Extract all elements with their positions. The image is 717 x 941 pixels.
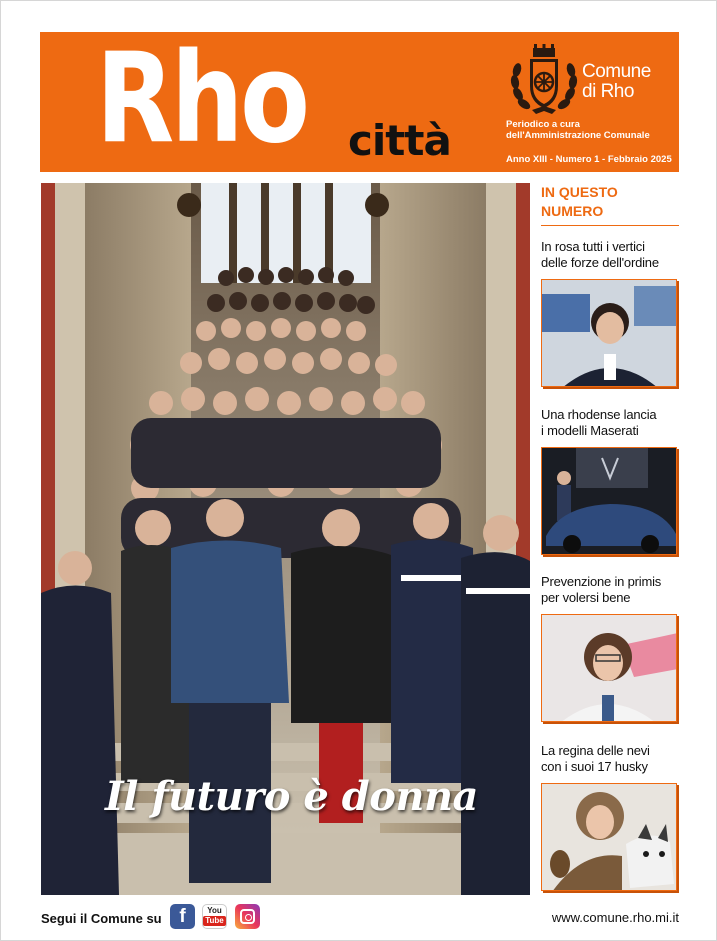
facebook-glyph: f xyxy=(179,905,186,927)
youtube-icon[interactable] xyxy=(202,904,227,929)
cover-caption: Il futuro è donna xyxy=(105,773,478,820)
story-title-line2: i modelli Maserati xyxy=(541,423,639,438)
story-thumbnail-image xyxy=(542,448,677,555)
story-item-2[interactable] xyxy=(541,407,681,555)
comune-name-line1: Comune xyxy=(582,61,651,82)
story-thumbnail-image xyxy=(542,280,677,387)
story-title-line2: delle forze dell'ordine xyxy=(541,255,659,270)
story-thumbnail-image xyxy=(542,615,677,722)
story-thumbnail[interactable] xyxy=(541,279,677,387)
facebook-icon[interactable] xyxy=(170,904,195,929)
story-thumbnail[interactable] xyxy=(541,447,677,555)
sidebar-heading xyxy=(541,183,681,221)
story-thumbnail-image xyxy=(542,784,677,891)
story-title xyxy=(541,407,681,439)
sidebar-heading-line1: IN QUESTO xyxy=(541,184,618,200)
story-thumbnail[interactable] xyxy=(541,783,677,891)
instagram-icon[interactable] xyxy=(235,904,260,929)
story-title-line1: Prevenzione in primis xyxy=(541,574,662,589)
comune-name-line2: di Rho xyxy=(582,81,634,102)
crest-icon xyxy=(506,42,582,118)
sidebar-divider xyxy=(541,225,679,226)
story-title-line1: Una rhodense lancia xyxy=(541,407,657,422)
story-title-line2: per volersi bene xyxy=(541,590,631,605)
follow-text: Segui il Comune su xyxy=(41,911,162,926)
masthead xyxy=(40,27,679,172)
story-title-line1: La regina delle nevi xyxy=(541,743,650,758)
story-item-3[interactable] xyxy=(541,574,681,722)
youtube-you-label: You xyxy=(207,906,222,915)
logo-citta: città xyxy=(348,116,451,165)
instagram-camera-glyph xyxy=(240,909,255,924)
comune-name xyxy=(582,62,677,102)
periodico-note xyxy=(506,119,676,141)
story-item-4[interactable] xyxy=(541,743,681,891)
logo-rho: Rho xyxy=(96,27,307,171)
story-item-1[interactable] xyxy=(541,239,681,387)
sidebar-heading-line2: NUMERO xyxy=(541,203,604,219)
story-title xyxy=(541,743,681,775)
website-link[interactable]: www.comune.rho.mi.it xyxy=(551,910,679,925)
periodico-line1: Periodico a cura xyxy=(506,119,580,130)
story-title xyxy=(541,574,681,606)
cover-photo xyxy=(41,183,530,895)
issue-info: Anno XIII - Numero 1 - Febbraio 2025 xyxy=(506,154,672,165)
story-title-line1: In rosa tutti i vertici xyxy=(541,239,645,254)
youtube-tube-label: Tube xyxy=(205,916,224,925)
periodico-line2: dell'Amministrazione Comunale xyxy=(506,130,650,141)
story-title xyxy=(541,239,681,271)
sidebar-in-this-issue xyxy=(541,183,681,774)
story-title-line2: con i suoi 17 husky xyxy=(541,759,648,774)
story-thumbnail[interactable] xyxy=(541,614,677,722)
